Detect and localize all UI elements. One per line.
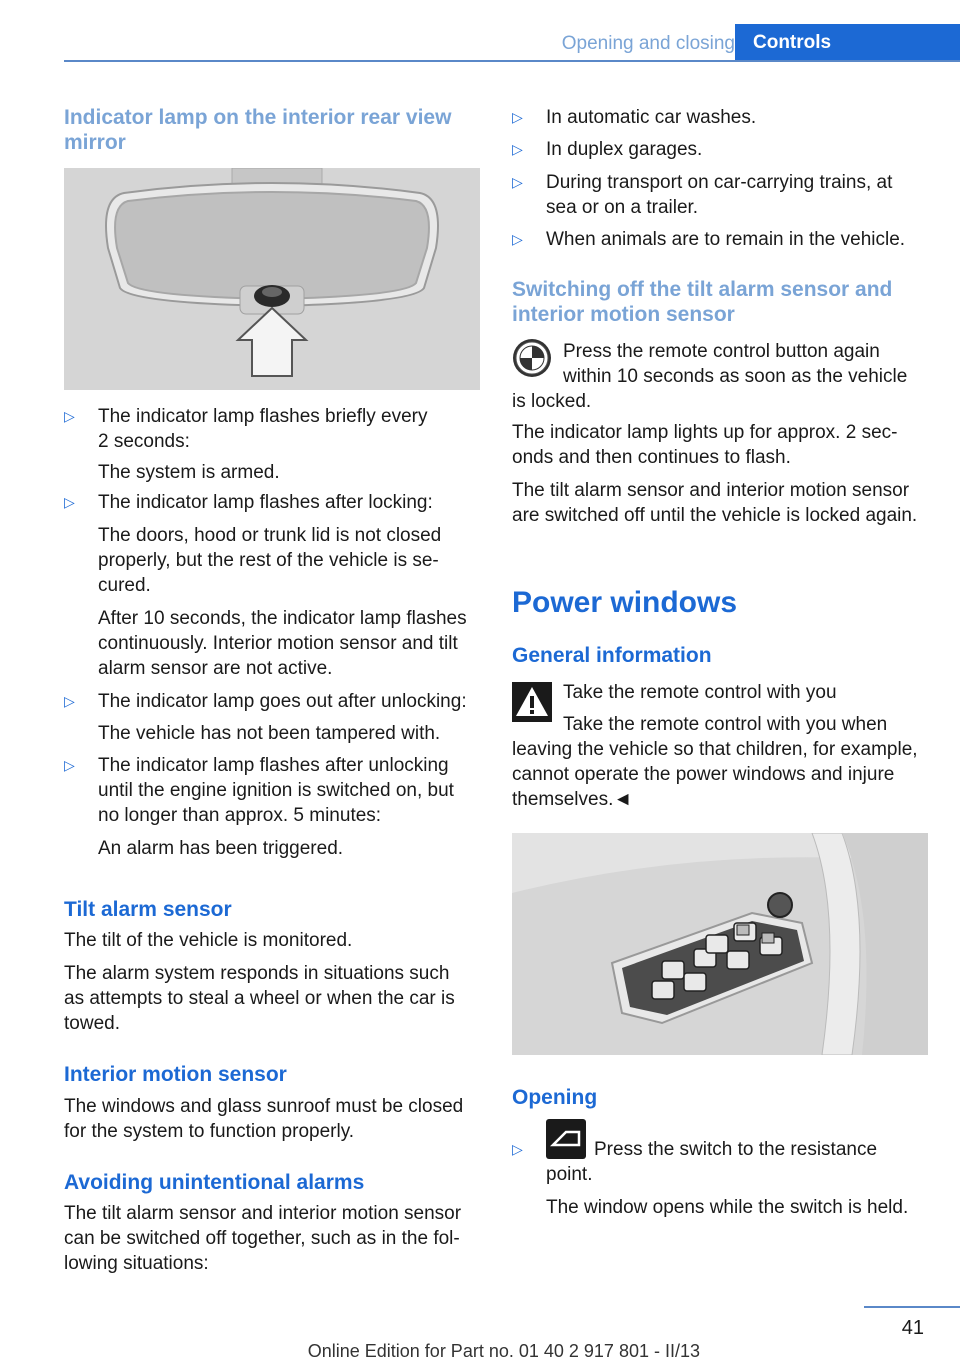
bullet-marker: ▷ <box>64 757 75 773</box>
window-switch-illustration <box>512 833 928 1055</box>
mirror-heading: Indicator lamp on the interior rear view mirror <box>64 106 452 154</box>
switchoff-heading: Switching off the tilt alarm sensor and interior motion sensor <box>512 278 893 326</box>
footer-divider <box>864 1306 960 1308</box>
bullet-marker: ▷ <box>512 231 523 247</box>
mirror-indicator-detail: The system is armed. <box>98 462 280 483</box>
header-section-title: Opening and closing <box>561 33 735 54</box>
bullet-marker: ▷ <box>512 1141 523 1157</box>
warning-body: Take the remote control with you when leaving the vehicle so that children, for example, cannot operate the power windows and injure themselves.◄ <box>512 714 918 810</box>
mirror-indicator-detail: The vehicle has not been tampered with. <box>98 723 441 744</box>
header-tab-controls: Controls <box>735 24 960 62</box>
avoid-paragraph: The tilt alarm sensor and interior motion sensor can be switched off together, such as in the fol‐ lowing situations: <box>64 1203 462 1274</box>
bullet-marker: ▷ <box>512 109 523 125</box>
motion-heading: Interior motion sensor <box>64 1063 287 1086</box>
avoid-heading: Avoiding unintentional alarms <box>64 1171 365 1194</box>
switchoff-paragraph-2: The indicator lamp lights up for approx. 2 sec‐ onds and then continues to flash. <box>512 422 898 468</box>
switchoff-paragraph-3: The tilt alarm sensor and interior motion sensor are switched off until the vehicle is locked again. <box>512 480 918 526</box>
tilt-paragraph-1: The tilt of the vehicle is monitored. <box>64 930 353 951</box>
tilt-heading: Tilt alarm sensor <box>64 898 232 921</box>
tilt-paragraph-2: The alarm system responds in situations such as attempts to steal a wheel or when the car is towed. <box>64 963 455 1034</box>
warning-title: Take the remote control with you <box>563 682 837 703</box>
bullet-marker: ▷ <box>512 141 523 157</box>
switchoff-paragraph-1: Press the remote control button again within 10 seconds as soon as the vehicle is locked. <box>512 341 908 412</box>
footer-edition: Online Edition for Part no. 01 40 2 917 801 - II/13 <box>307 1341 700 1361</box>
general-info-heading: General information <box>512 644 712 667</box>
mirror-indicator-detail: After 10 seconds, the indicator lamp flashes continuously. Interior motion sensor and tilt alarm sensor are not active. <box>98 608 467 679</box>
bullet-marker: ▷ <box>64 693 75 709</box>
mirror-indicator-detail: An alarm has been triggered. <box>98 838 344 859</box>
motion-paragraph: The windows and glass sunroof must be closed for the system to function properly. <box>64 1096 464 1142</box>
power-windows-heading: Power windows <box>512 586 738 619</box>
header-divider <box>64 60 960 62</box>
mirror-illustration <box>64 168 480 390</box>
bullet-marker: ▷ <box>64 408 75 424</box>
opening-heading: Opening <box>512 1086 598 1109</box>
page-number: 41 <box>901 1317 924 1339</box>
opening-sub-paragraph: The window opens while the switch is held. <box>546 1197 909 1218</box>
bullet-marker: ▷ <box>512 174 523 190</box>
mirror-indicator-detail: The doors, hood or trunk lid is not closed properly, but the rest of the vehicle is se‐ cured. <box>98 525 442 596</box>
bullet-marker: ▷ <box>64 494 75 510</box>
